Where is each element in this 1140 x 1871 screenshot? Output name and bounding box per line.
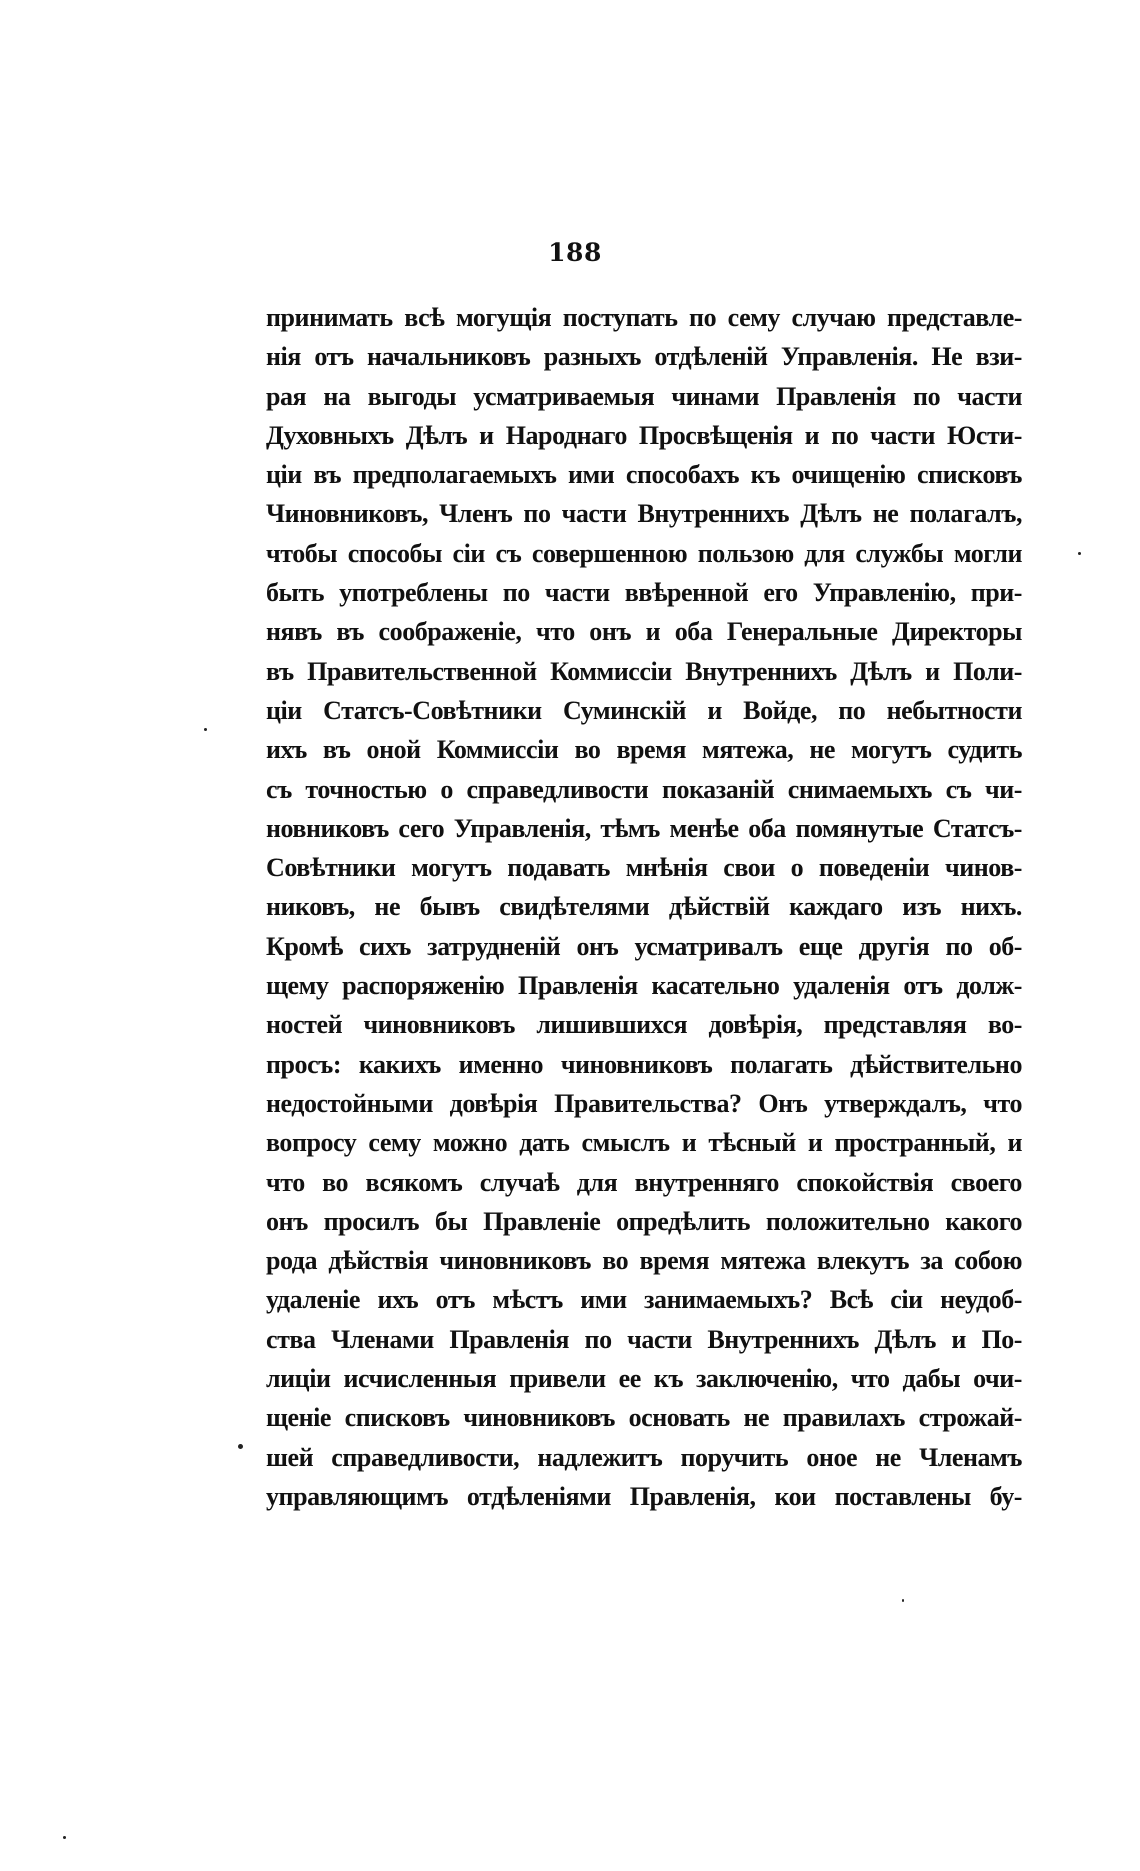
text-line: ства Членами Правленія по части Внутреннихъ Дѣлъ и По-	[266, 1324, 1022, 1354]
text-line: Кромѣ сихъ затрудненій онъ усматривалъ еще другія по об-	[266, 931, 1022, 961]
page-number: 188	[548, 238, 602, 267]
print-speck	[1078, 552, 1081, 555]
text-line: недостойными довѣрія Правительства? Онъ утверждалъ, что	[266, 1088, 1022, 1118]
text-line: лиціи исчисленныя привели ее къ заключенію, что дабы очи-	[266, 1364, 1022, 1394]
text-line: рая на выгоды усматриваемыя чинами Правленія по части	[266, 381, 1022, 411]
text-line: щему распоряженію Правленія касательно удаленія отъ долж-	[266, 971, 1022, 1001]
text-line: нія отъ начальниковъ разныхъ отдѣленій Управленія. Не взи-	[266, 342, 1022, 372]
text-line: управляющимъ отдѣленіями Правленія, кои поставлены бу-	[266, 1481, 1022, 1511]
text-line: быть употреблены по части ввѣренной его Управленію, при-	[266, 578, 1022, 608]
text-line: рода дѣйствія чиновниковъ во время мятежа влекутъ за собою	[266, 1246, 1022, 1276]
text-line: никовъ, не бывъ свидѣтелями дѣйствій каждаго изъ нихъ.	[266, 892, 1022, 922]
text-line: удаленіе ихъ отъ мѣстъ ими занимаемыхъ? Всѣ сіи неудоб-	[266, 1285, 1022, 1315]
text-line: шей справедливости, надлежитъ поручить оное не Членамъ	[266, 1442, 1022, 1472]
print-speck	[204, 728, 207, 731]
text-line: Совѣтники могутъ подавать мнѣнія свои о поведеніи чинов-	[266, 853, 1022, 883]
text-line: новниковъ сего Управленія, тѣмъ менѣе оба помянутые Статсъ-	[266, 813, 1022, 843]
print-speck	[238, 1444, 243, 1449]
text-line: просъ: какихъ именно чиновниковъ полагать дѣйствительно	[266, 1049, 1022, 1079]
text-line: Духовныхъ Дѣлъ и Народнаго Просвѣщенія и по части Юсти-	[266, 420, 1022, 450]
text-line: ціи въ предполагаемыхъ ими способахъ къ очищенію списковъ	[266, 460, 1022, 490]
text-line: щеніе списковъ чиновниковъ основать не правилахъ строжай-	[266, 1403, 1022, 1433]
text-line: съ точностью о справедливости показаній снимаемыхъ съ чи-	[266, 774, 1022, 804]
text-line: онъ просилъ бы Правленіе опредѣлить положительно какого	[266, 1206, 1022, 1236]
text-line: ностей чиновниковъ лишившихся довѣрія, представляя во-	[266, 1010, 1022, 1040]
text-line: принимать всѣ могущія поступать по сему случаю представле-	[266, 303, 1022, 332]
print-speck	[902, 1599, 904, 1602]
print-speck	[63, 1836, 66, 1839]
text-line: вопросу сему можно дать смыслъ и тѣсный и пространный, и	[266, 1128, 1022, 1158]
text-line: ціи Статсъ-Совѣтники Суминскій и Войде, по небытности	[266, 695, 1022, 725]
body-text	[266, 298, 1022, 1516]
text-line: ихъ въ оной Коммиссіи во время мятежа, не могутъ судить	[266, 735, 1022, 765]
text-line: чтобы способы сіи съ совершенною пользою для службы могли	[266, 538, 1022, 568]
text-line: въ Правительственной Коммиссіи Внутреннихъ Дѣлъ и Поли-	[266, 656, 1022, 686]
text-line: Чиновниковъ, Членъ по части Внутреннихъ Дѣлъ не полагалъ,	[266, 499, 1022, 529]
text-line: нявъ въ соображеніе, что онъ и оба Генеральные Директоры	[266, 617, 1022, 647]
text-line: что во всякомъ случаѣ для внутренняго спокойствія своего	[266, 1167, 1022, 1197]
